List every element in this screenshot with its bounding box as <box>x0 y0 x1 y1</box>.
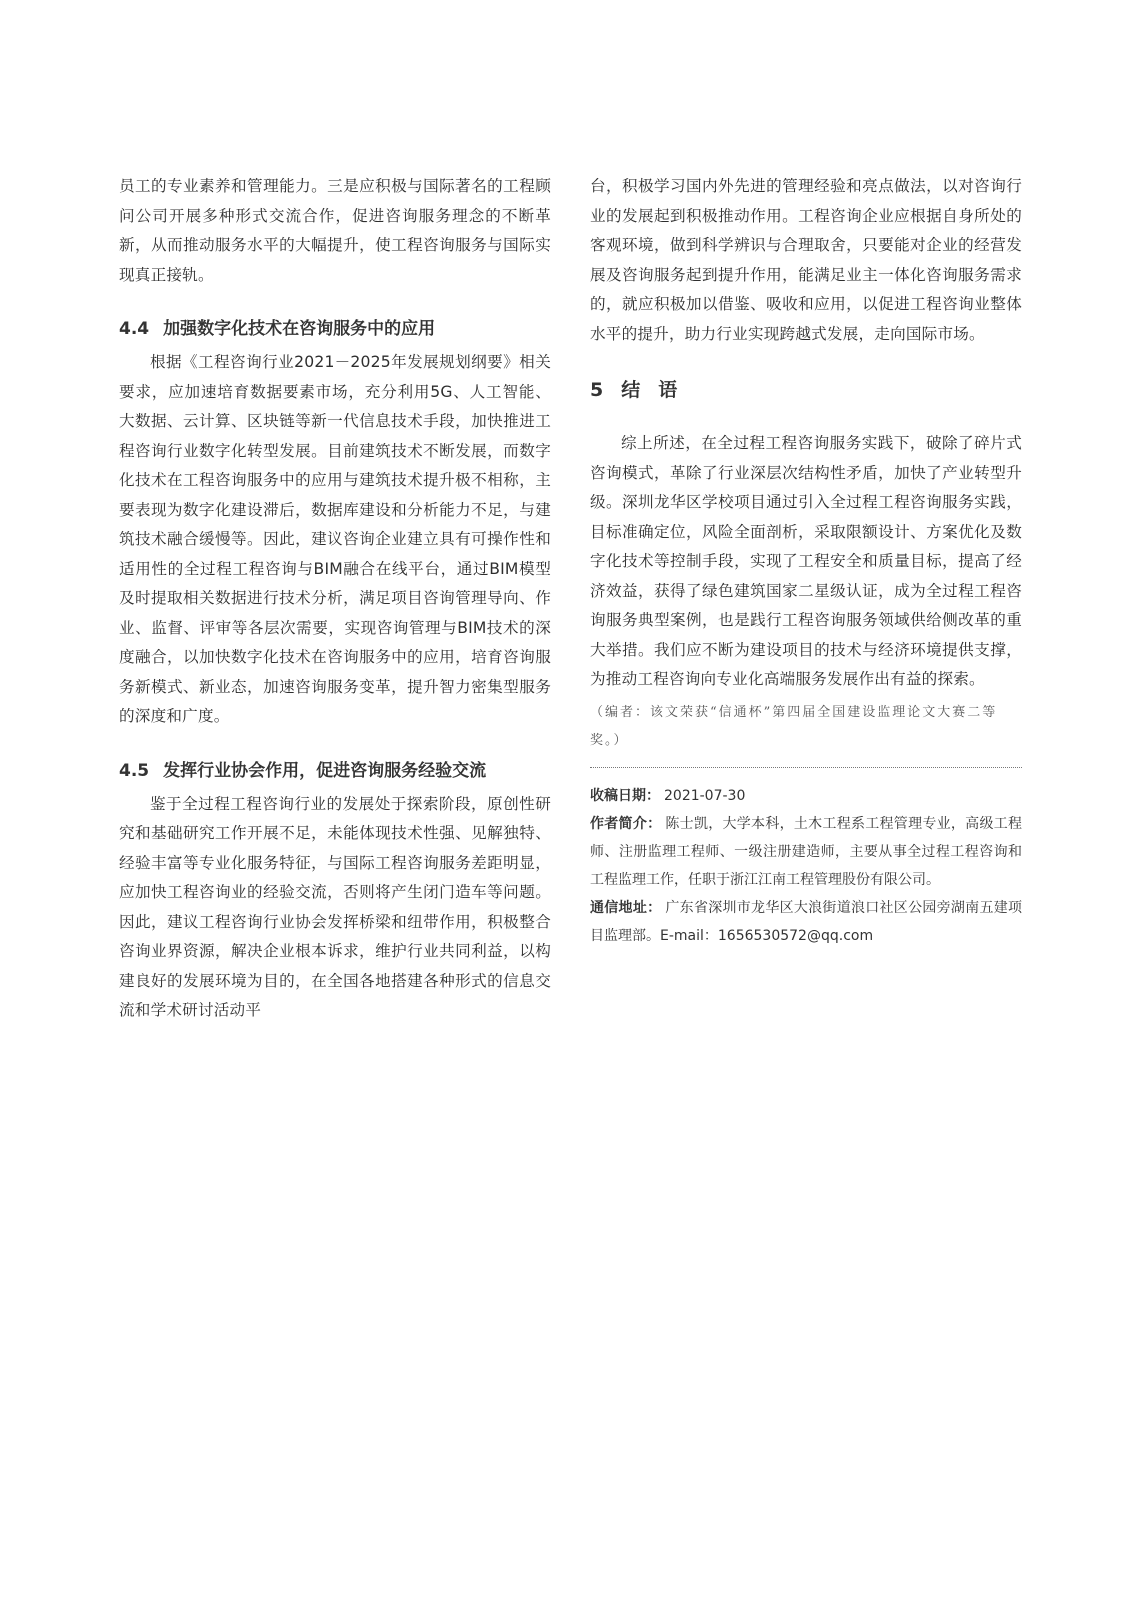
section-body-4-4: 根据《工程咨询行业2021－2025年发展规划纲要》相关要求，应加速培育数据要素市场，充分利用5G、人工智能、大数据、云计算、区块链等新一代信息技术手段，加快推进工程咨询行业数字化转型发展。目前建筑技术不断发展，而数字化技术在工程咨询服务中的应用与建筑技术提升极不相称，主要表现为数字化建设滞后，数据库建设和分析能力不足，与建筑技术融合缓慢等。因此，建议咨询企业建立具有可操作性和适用性的全过程工程咨询与BIM融合在线平台，通过BIM模型及时提取相关数据进行技术分析，满足项目咨询管理导向、作业、监督、评审等各层次需要，实现咨询管理与BIM技术的深度融合，以加快数字化技术在咨询服务中的应用，培育咨询服务新模式、新业态，加速咨询服务变革，提升智力密集型服务的深度和广度。 <box>119 353 551 725</box>
left-column <box>119 172 551 1026</box>
section-heading-4-5 <box>119 756 551 786</box>
right-column <box>590 172 1022 950</box>
section-title: 发挥行业协会作用，促进咨询服务经验交流 <box>163 760 487 781</box>
author-bio <box>590 810 1022 894</box>
section-number: 5 <box>590 379 606 401</box>
section-title-part-1: 结 <box>621 379 643 401</box>
mailing-address-value: 广东省深圳市龙华区大浪街道浪口社区公园旁湖南五建项目监理部。E-mail：1656530572@qq.com <box>590 899 1023 944</box>
author-bio-label: 作者简介： <box>590 815 662 832</box>
section-heading-5 <box>590 375 1022 405</box>
section-body-5: 综上所述，在全过程工程咨询服务实践下，破除了碎片式咨询模式，革除了行业深层次结构性矛盾，加快了产业转型升级。深圳龙华区学校项目通过引入全过程工程咨询服务实践，目标准确定位，风险全面剖析，采取限额设计、方案优化及数字化技术等控制手段，实现了工程安全和质量目标，提高了经济效益，获得了绿色建筑国家二星级认证，成为全过程工程咨询服务典型案例，也是践行工程咨询服务领域供给侧改革的重大举措。我们应不断为建设项目的技术与经济环境提供支撑，为推动工程咨询向专业化高端服务发展作出有益的探索。 <box>590 434 1022 688</box>
author-bio-value: 陈士凯，大学本科，土木工程系工程管理专业，高级工程师、注册监理工程师、一级注册建造师，主要从事全过程工程咨询和工程监理工作，任职于浙江江南工程管理股份有限公司。 <box>590 815 1023 888</box>
section-body-4-5: 鉴于全过程工程咨询行业的发展处于探索阶段，原创性研究和基础研究工作开展不足，未能体现技术性强、见解独特、经验丰富等专业化服务特征，与国际工程咨询服务差距明显，应加快工程咨询业的经验交流，否则将产生闭门造车等问题。因此，建议工程咨询行业协会发挥桥梁和纽带作用，积极整合咨询业界资源，解决企业根本诉求，维护行业共同利益，以构建良好的发展环境为目的，在全国各地搭建各种形式的信息交流和学术研讨活动平 <box>119 794 551 1019</box>
mailing-address-label: 通信地址： <box>590 899 662 916</box>
editor-note: （编者：该文荣获“信通杯”第四届全国建设监理论文大赛二等奖。） <box>590 704 998 748</box>
received-date-label: 收稿日期： <box>590 787 660 804</box>
section-title-part-2: 语 <box>658 379 680 401</box>
section-title: 加强数字化技术在咨询服务中的应用 <box>163 319 436 339</box>
section-number: 4.5 <box>119 760 150 781</box>
section-heading-4-4 <box>119 314 551 344</box>
paragraph-continued-right: 台，积极学习国内外先进的管理经验和亮点做法，以对咨询行业的发展起到积极推动作用。工程咨询企业应根据自身所处的客观环境，做到科学辨识与合理取舍，只要能对企业的经营发展及咨询服务起到提升作用，能满足业主一体化咨询服务需求的，就应积极加以借鉴、吸收和应用，以促进工程咨询业整体水平的提升，助力行业实现跨越式发展，走向国际市场。 <box>590 177 1022 343</box>
received-date <box>590 782 1022 810</box>
mailing-address <box>590 894 1022 950</box>
paragraph-continued: 员工的专业素养和管理能力。三是应积极与国际著名的工程顾问公司开展多种形式交流合作，促进咨询服务理念的不断革新，从而推动服务水平的大幅提升，使工程咨询服务与国际实现真正接轨。 <box>119 177 551 284</box>
section-number: 4.4 <box>119 319 150 339</box>
received-date-value: 2021-07-30 <box>664 787 746 804</box>
dotted-divider <box>590 767 1022 768</box>
